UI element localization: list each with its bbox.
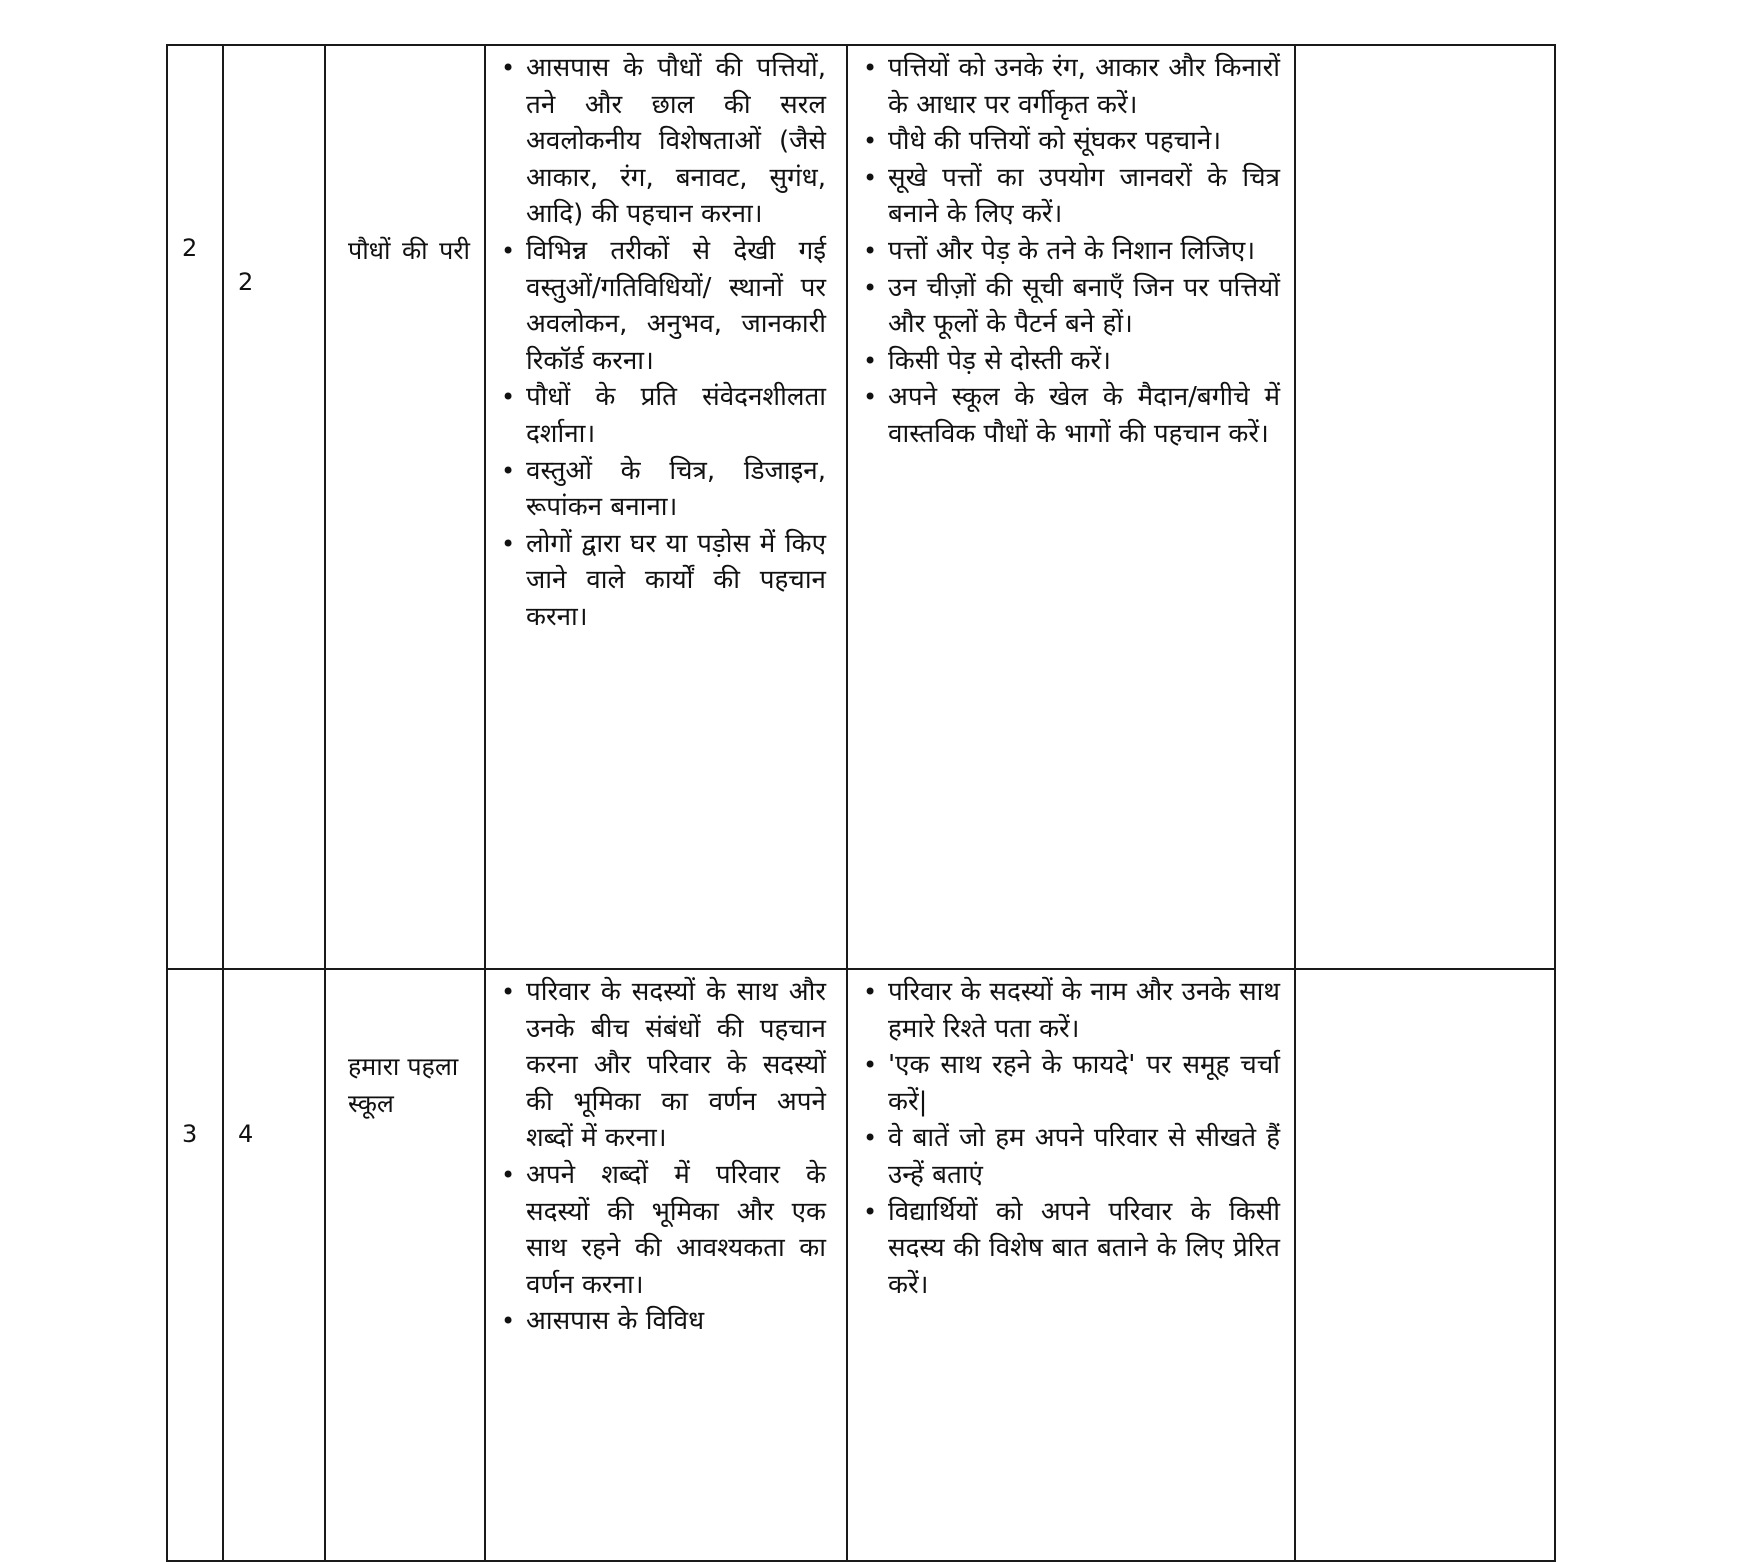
list-item: • परिवार के सदस्यों के साथ और उनके बीच संबंधों की पहचान करना और परिवार के सदस्यों की भूमिका का वर्णन अपने शब्दों में करना। [496, 974, 826, 1157]
serial-cell: 2 [167, 45, 223, 969]
number-cell: 2 [223, 45, 325, 969]
list-item: • विद्यार्थियों को अपने परिवार के किसी सदस्य की विशेष बात बताने के लिए प्रेरित करें। [858, 1194, 1280, 1304]
list-item: • उन चीज़ों की सूची बनाएँ जिन पर पत्तियों और फूलों के पैटर्न बने हों। [858, 270, 1280, 343]
number-cell: 4 [223, 969, 325, 1561]
list-item: • पौधे की पत्तियों को सूंघकर पहचाने। [858, 123, 1280, 160]
outcomes-cell [485, 45, 847, 969]
outcomes-cell [485, 969, 847, 1561]
outcomes-list [486, 46, 846, 636]
activities-list [848, 46, 1294, 453]
list-item: • पत्तियों को उनके रंग, आकार और किनारों के आधार पर वर्गीकृत करें। [858, 50, 1280, 123]
list-item: • 'एक साथ रहने के फायदे' पर समूह चर्चा करें| [858, 1047, 1280, 1120]
curriculum-table [166, 44, 1556, 1562]
list-item: • पत्तों और पेड़ के तने के निशान लिजिए। [858, 233, 1280, 270]
list-item: • वस्तुओं के चित्र, डिजाइन, रूपांकन बनाना। [496, 453, 826, 526]
list-item: • आसपास के विविध [496, 1303, 826, 1340]
list-item: • अपने स्कूल के खेल के मैदान/बगीचे में वास्तविक पौधों के भागों की पहचान करें। [858, 379, 1280, 452]
list-item: • परिवार के सदस्यों के नाम और उनके साथ हमारे रिश्ते पता करें। [858, 974, 1280, 1047]
activities-cell [847, 969, 1295, 1561]
list-item: • वे बातें जो हम अपने परिवार से सीखते हैं उन्हें बताएं [858, 1120, 1280, 1193]
activities-list [848, 970, 1294, 1303]
table-row [167, 45, 1555, 969]
remarks-cell [1295, 45, 1555, 969]
list-item: • लोगों द्वारा घर या पड़ोस में किए जाने वाले कार्यों की पहचान करना। [496, 526, 826, 636]
list-item: • आसपास के पौधों की पत्तियों, तने और छाल की सरल अवलोकनीय विशेषताओं (जैसे आकार, रंग, बनावट, सुगंध, आदि) की पहचान करना। [496, 50, 826, 233]
list-item: • पौधों के प्रति संवेदनशीलता दर्शाना। [496, 379, 826, 452]
activities-cell [847, 45, 1295, 969]
topic-cell: हमारा पहला स्कूल [325, 969, 485, 1561]
topic-cell: पौधों की परी [325, 45, 485, 969]
outcomes-list [486, 970, 846, 1340]
remarks-cell [1295, 969, 1555, 1561]
table-row [167, 969, 1555, 1561]
list-item: • अपने शब्दों में परिवार के सदस्यों की भूमिका और एक साथ रहने की आवश्यकता का वर्णन करना। [496, 1157, 826, 1303]
serial-cell: 3 [167, 969, 223, 1561]
list-item: • सूखे पत्तों का उपयोग जानवरों के चित्र बनाने के लिए करें। [858, 160, 1280, 233]
list-item: • किसी पेड़ से दोस्ती करें। [858, 343, 1280, 380]
list-item: • विभिन्न तरीकों से देखी गई वस्तुओं/गतिविधियों/ स्थानों पर अवलोकन, अनुभव, जानकारी रिकॉर्ड करना। [496, 233, 826, 379]
